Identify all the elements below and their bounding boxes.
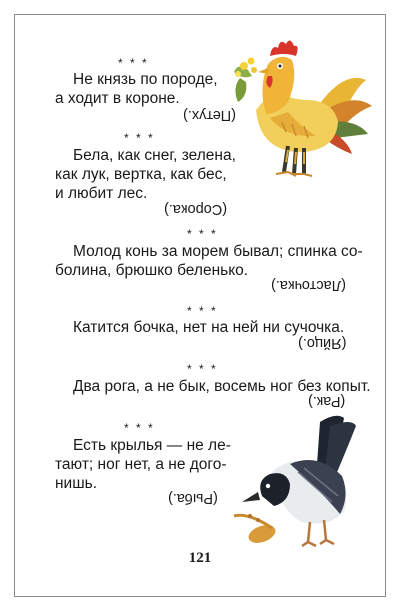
riddle-6-line-3: нишь. (55, 475, 98, 492)
riddle-3-stars: * * * (187, 227, 218, 241)
riddle-4-answer: (Яйцо.) (298, 335, 347, 351)
riddle-4-line-1: Катится бочка, нет на ней ни сучочка. (73, 319, 345, 336)
riddle-6-answer: (Рыба.) (168, 490, 218, 506)
riddle-3-answer: (Ласточка.) (271, 277, 347, 293)
riddle-3-line-1: Молод конь за морем бывал; спинка со- (73, 243, 363, 260)
riddle-5-stars: * * * (187, 362, 218, 376)
riddle-6-line-2: тают; ног нет, а не дого- (55, 456, 227, 473)
riddle-2-answer: (Сорока.) (164, 201, 228, 217)
magpie-illustration (232, 412, 380, 562)
riddle-5-line-1: Два рога, а не бык, восемь ног без копыт. (73, 378, 371, 395)
riddle-2-line-2: как лук, вертка, как бес, (55, 166, 227, 183)
riddle-1-line-2: а ходит в короне. (55, 90, 180, 107)
riddle-3-line-2: болина, брюшко беленько. (55, 262, 249, 279)
riddle-4-stars: * * * (187, 304, 218, 318)
riddle-6-line-1: Есть крылья — не ле- (73, 437, 231, 454)
riddle-1-stars: * * * (118, 56, 149, 70)
riddle-2-stars: * * * (124, 131, 155, 145)
rooster-illustration (226, 26, 376, 178)
page-number: 121 (188, 550, 212, 566)
riddle-6-stars: * * * (124, 421, 155, 435)
riddle-1-answer: (Петух.) (183, 107, 236, 123)
riddle-5-answer: (Рак.) (308, 393, 346, 409)
riddle-2-line-1: Бела, как снег, зелена, (73, 147, 236, 164)
riddle-2-line-3: и любит лес. (55, 185, 148, 202)
riddle-1-line-1: Не князь по породе, (73, 71, 218, 88)
